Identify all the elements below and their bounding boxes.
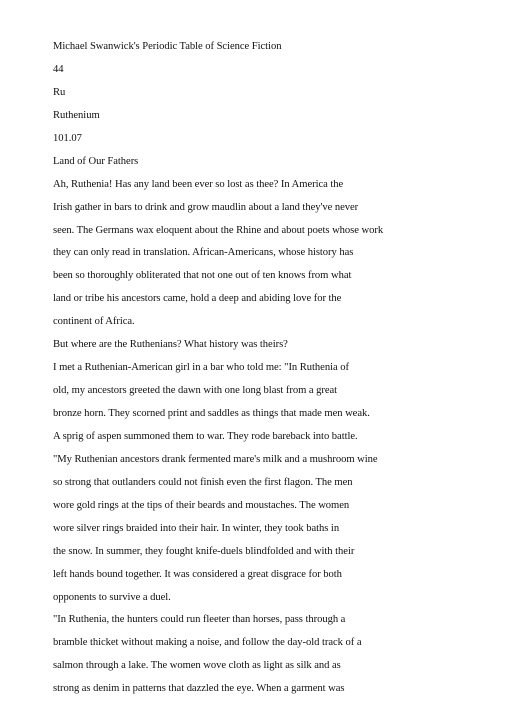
body-line: "My Ruthenian ancestors drank fermented mare's milk and a mushroom wine	[53, 453, 378, 465]
body-line: they can only read in translation. African-Americans, whose history has	[53, 247, 354, 259]
body-line: land or tribe his ancestors came, hold a deep and abiding love for the	[53, 293, 342, 305]
body-line: opponents to survive a duel.	[53, 591, 171, 603]
body-line: Irish gather in bars to drink and grow maudlin about a land they've never	[53, 201, 359, 213]
body-line: bronze horn. They scorned print and saddles as things that made men weak.	[53, 408, 370, 419]
body-line: bramble thicket without making a noise, and follow the day-old track of a	[53, 637, 362, 649]
body-line: the snow. In summer, they fought knife-duels blindfolded and with their	[53, 545, 355, 557]
body-line: strong as denim in patterns that dazzled the eye. When a garment was	[53, 683, 345, 695]
body-line: "In Ruthenia, the hunters could run fleeter than horses, pass through a	[53, 614, 346, 626]
element-symbol: Ru	[53, 86, 66, 98]
body-line: left hands bound together. It was considered a great disgrace for both	[53, 568, 342, 580]
body-line: continent of Africa.	[53, 316, 135, 328]
body-line: But where are the Ruthenians? What history was theirs?	[53, 339, 288, 351]
body-line: wore gold rings at the tips of their beards and moustaches. The women	[53, 499, 350, 511]
body-line: I met a Ruthenian-American girl in a bar who told me: "In Ruthenia of	[53, 362, 349, 374]
atomic-weight: 101.07	[53, 132, 82, 144]
header-title: Michael Swanwick's Periodic Table of Science Fiction	[53, 41, 282, 52]
body-line: wore silver rings braided into their hair. In winter, they took baths in	[53, 522, 340, 534]
body-line: A sprig of aspen summoned them to war. They rode bareback into battle.	[53, 430, 358, 442]
body-line: old, my ancestors greeted the dawn with one long blast from a great	[53, 385, 338, 397]
body-line: Ah, Ruthenia! Has any land been ever so lost as thee? In America the	[53, 178, 344, 190]
body-line: seen. The Germans wax eloquent about the Rhine and about poets whose work	[53, 224, 384, 236]
document-body	[53, 36, 483, 701]
element-name: Ruthenium	[53, 109, 100, 121]
chapter-title: Land of Our Fathers	[53, 155, 139, 167]
element-number: 44	[53, 63, 64, 75]
body-line: salmon through a lake. The women wove cloth as light as silk and as	[53, 660, 341, 672]
body-line: been so thoroughly obliterated that not one out of ten knows from what	[53, 270, 352, 282]
body-line: so strong that outlanders could not finish even the first flagon. The men	[53, 476, 353, 488]
